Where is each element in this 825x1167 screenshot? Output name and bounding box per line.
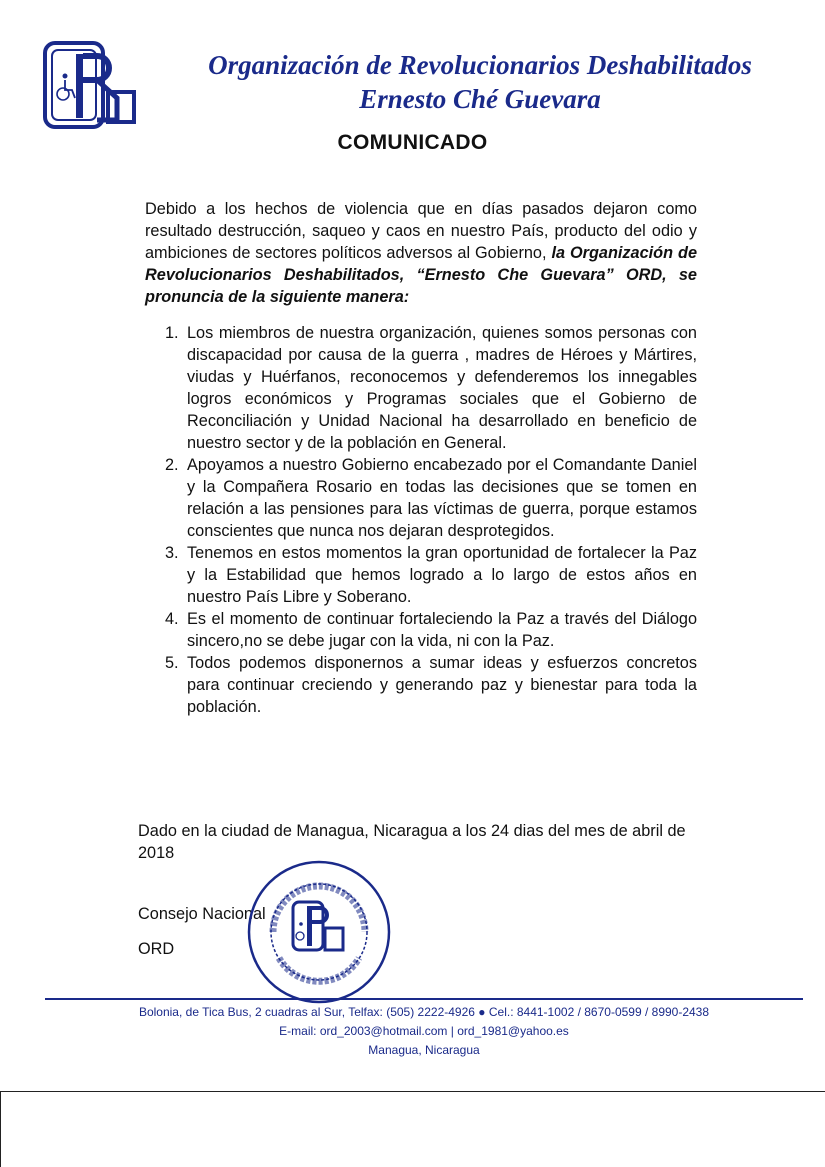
list-item-number: 3. xyxy=(165,544,179,562)
list-item-text: Apoyamos a nuestro Gobierno encabezado por el Comandante Daniel y la Compañera Rosario en todas las decisiones que se tomen en relación a las pensiones para las víctimas de guerra, porque estamos conscientes que nunca nos dejaran desprotegidos. xyxy=(187,456,697,540)
intro-paragraph xyxy=(145,198,697,308)
list-item xyxy=(155,652,697,718)
closing-paragraph: Dado en la ciudad de Managua, Nicaragua a los 24 dias del mes de abril de 2018 xyxy=(138,822,686,862)
list-item-text: Tenemos en estos momentos la gran oportunidad de fortalecer la Paz y la Estabilidad que hemos logrado a lo largo de estos años en nuestro País Libre y Soberano. xyxy=(187,544,697,606)
scan-edge-vertical xyxy=(0,1091,1,1167)
list-item-text: Todos podemos disponernos a sumar ideas y esfuerzos concretos para continuar creciendo y generando paz y bienestar para toda la población. xyxy=(187,654,697,716)
list-item xyxy=(155,608,697,652)
points-list xyxy=(155,322,697,718)
list-item-number: 4. xyxy=(165,610,179,628)
list-item xyxy=(155,322,697,454)
list-item xyxy=(155,454,697,542)
intro-emphasis: la Organización de Revolucionarios Deshabilitados, “Ernesto Che Guevara” ORD, se pronuncia de la siguiente manera: xyxy=(145,244,697,306)
document-title: COMUNICADO xyxy=(337,131,488,154)
footer xyxy=(45,1003,803,1060)
org-name-line-2: Ernesto Ché Guevara xyxy=(359,84,601,114)
list-item-number: 2. xyxy=(165,456,179,474)
ord-logo xyxy=(42,40,142,130)
org-name-line-1: Organización de Revolucionarios Deshabilitados xyxy=(208,50,752,80)
signature-org: ORD xyxy=(138,940,175,958)
footer-divider xyxy=(45,998,803,1000)
signature-council: Consejo Nacional xyxy=(138,905,266,923)
list-item-number: 1. xyxy=(165,324,179,342)
footer-email: E-mail: ord_2003@hotmail.com | ord_1981@yahoo.es xyxy=(279,1024,569,1038)
organization-name xyxy=(150,48,810,116)
list-item xyxy=(155,542,697,608)
list-item-text: Es el momento de continuar fortaleciendo la Paz a través del Diálogo sincero,no se debe jugar con la vida, ni con la Paz. xyxy=(187,610,697,650)
footer-address: Bolonia, de Tica Bus, 2 cuadras al Sur, Telfax: (505) 2222-4926 ● Cel.: 8441-1002 / 8670-0599 / 8990-2438 xyxy=(138,1005,710,1019)
intro-text: Debido a los hechos de violencia que en días pasados dejaron como resultado destrucción, saqueo y caos en nuestro País, producto del odio y ambiciones de sectores políticos adversos al Gobierno, xyxy=(145,200,697,262)
list-item-number: 5. xyxy=(165,654,179,672)
official-seal xyxy=(245,858,393,1006)
scan-edge-horizontal xyxy=(0,1091,825,1092)
footer-city: Managua, Nicaragua xyxy=(368,1043,480,1057)
list-item-text: Los miembros de nuestra organización, quienes somos personas con discapacidad por causa de la guerra , madres de Héroes y Mártires, viudas y Huérfanos, reconocemos y defenderemos los innegables logros económicos y Programas sociales que el Gobierno de Reconciliación y Unidad Nacional ha desarrollado en beneficio de nuestro sector y de la población en General. xyxy=(187,324,697,452)
